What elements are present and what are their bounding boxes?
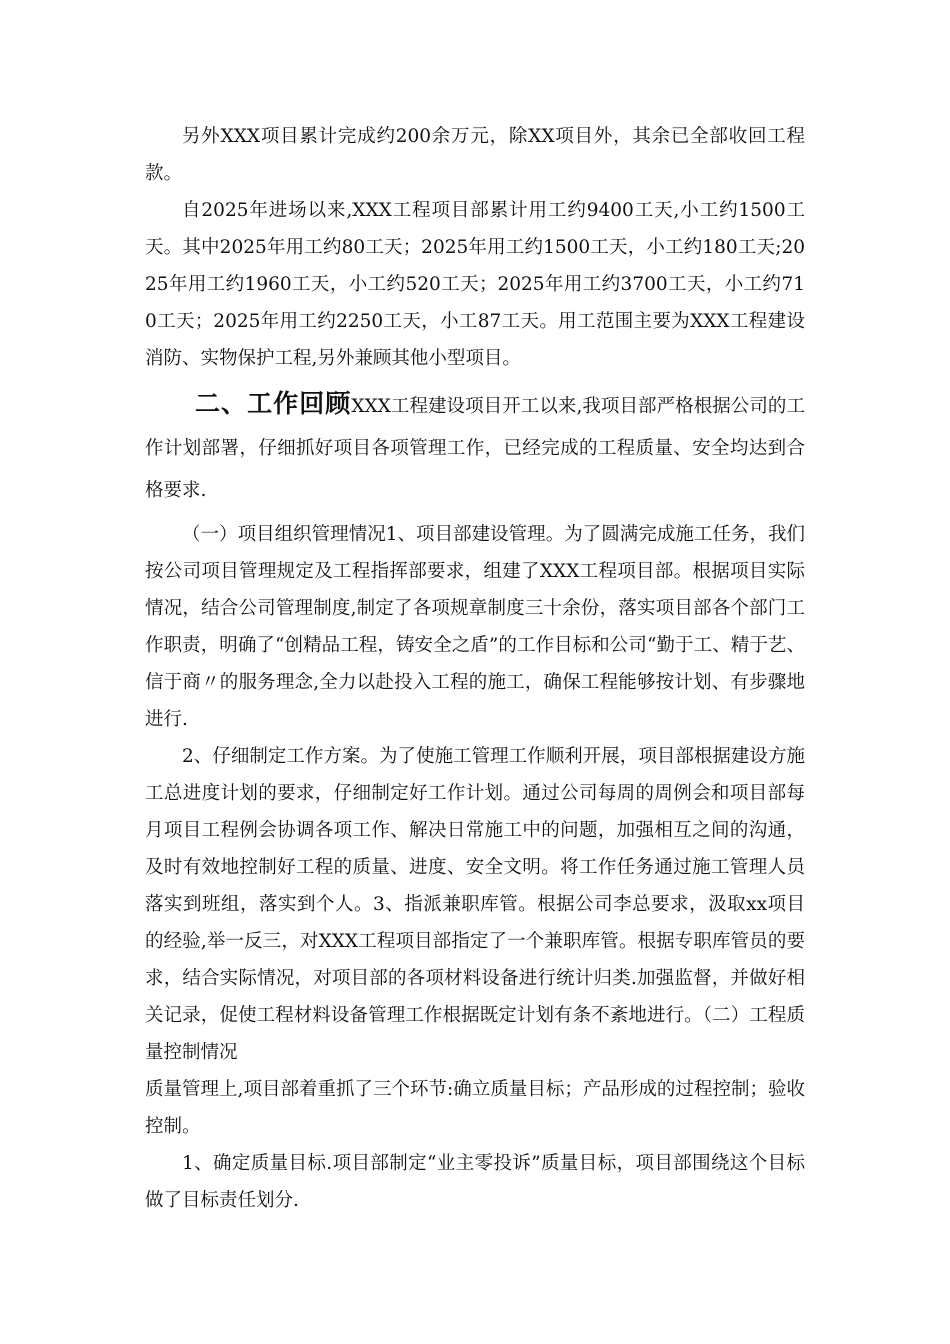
section2-intro: XXX工程建设项目开工以来,我项目部严格根据公司的工作计划部署，仔细抓好项目各项管理工作，已经完成的工程质量、安全均达到合格要求. <box>145 396 805 501</box>
paragraph-labor: 自2025年进场以来,XXX工程项目部累计用工约9400工天,小工约1500工天。其中2025年用工约80工天；2025年用工约1500工天，小工约180工天;2025年用工约1960工天，小工约520工天；2025年用工约3700工天，小工约710工天；2025年用工约2250工天，小工87工天。用工范围主要为XXX工程建设消防、实物保护工程,另外兼顾其他小型项目。 <box>145 200 805 369</box>
paragraph-organization: （一）项目组织管理情况1、项目部建设管理。为了圆满完成施工任务，我们按公司项目管理规定及工程指挥部要求，组建了XXX工程项目部。根据项目实际情况，结合公司管理制度,制定了各项规章制度三十余份，落实项目部各个部门工作职责，明确了“创精品工程，铸安全之盾”的工作目标和公司“勤于工、精于艺、信于商〃的服务理念,全力以赴投入工程的施工，确保工程能够按计划、有步骤地进行. <box>145 524 805 730</box>
paragraph-quality-management: 质量管理上,项目部着重抓了三个环节:确立质量目标；产品形成的过程控制；验收控制。 <box>145 1079 805 1137</box>
paragraph-payment: 另外XXX项目累计完成约200余万元，除XX项目外，其余已全部收回工程款。 <box>145 126 805 184</box>
paragraph-quality-goal: 1、确定质量目标.项目部制定“业主零投诉”质量目标，项目部围绕这个目标做了目标责任划分. <box>145 1153 805 1211</box>
section2-heading: 二、工作回顾 <box>195 389 352 418</box>
section2-heading-paragraph <box>145 383 805 512</box>
paragraph-work-plan: 2、仔细制定工作方案。为了使施工管理工作顺利开展，项目部根据建设方施工总进度计划的要求，仔细制定好工作计划。通过公司每周的周例会和项目部每月项目工程例会协调各项工作、解决日常施工中的问题，加强相互之间的沟通，及时有效地控制好工程的质量、进度、安全文明。将工作任务通过施工管理人员落实到班组，落实到个人。3、指派兼职库管。根据公司李总要求，汲取xx项目的经验,举一反三，对XXX工程项目部指定了一个兼职库管。根据专职库管员的要求，结合实际情况，对项目部的各项材料设备进行统计归类.加强监督，并做好相关记录，促使工程材料设备管理工作根据既定计划有条不紊地进行。（二）工程质量控制情况 <box>145 746 805 1063</box>
document-body <box>145 118 805 1219</box>
